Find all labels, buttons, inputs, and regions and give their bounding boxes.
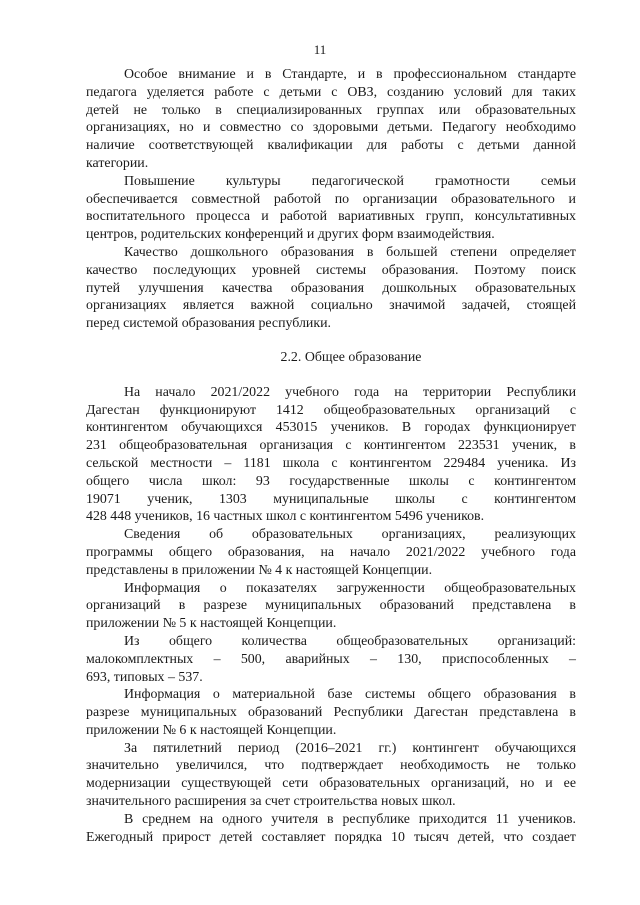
paragraph-line: разрезе муниципальных образований Республики Дагестан представлена в [86,705,576,721]
intro-paragraphs [86,66,576,333]
paragraph-line: малокомплектных – 500, аварийных – 130, приспособленных – [86,651,576,667]
paragraph-line: общего числа школ: 93 государственные школы с контингентом [86,473,576,489]
paragraph-line: 693, типовых – 537. [86,669,203,685]
paragraph-line: Из общего количества общеобразовательных организаций: [124,633,576,649]
paragraph-line: Особое внимание и в Стандарте, и в профессиональном стандарте [124,67,576,82]
paragraph-line: обеспечивается совместной работой по организации образовательного и [86,191,576,207]
paragraph-line: Информация о показателях загруженности общеобразовательных [124,580,576,596]
paragraph-line: наличие соответствующей квалификации для работы с детьми данной [86,138,576,154]
document-body [86,66,576,846]
paragraph [86,740,576,811]
paragraph-line: качество последующих уровней системы образования. Поэтому поиск [86,262,576,278]
paragraph-line: путей улучшения качества образования дошкольных образовательных [86,280,576,296]
paragraph-line: Сведения об образовательных организациях, реализующих [124,527,576,543]
paragraph [86,633,576,686]
paragraph [86,580,576,633]
paragraph-line: 428 448 учеников, 16 частных школ с контингентом 5496 учеников. [86,509,485,525]
paragraph-line: перед системой образования республики. [86,316,332,332]
paragraph-line: представлены в приложении № 4 к настоящей Концепции. [86,562,433,578]
paragraph-line: Качество дошкольного образования в большей степени определяет [124,244,576,260]
paragraph-line: значительного расширения за счет строительства новых школ. [86,794,456,810]
paragraph-line: организаций в разрезе муниципальных образований представлена в [86,598,576,614]
section-heading-text: 2.2. Общее образование [280,349,422,365]
paragraph [86,66,576,173]
paragraph-line: педагога уделяется работе с детьми с ОВЗ, созданию условий для таких [86,84,576,100]
paragraph [86,686,576,739]
paragraph-line: контингентом обучающихся 453015 учеников. В городах функционирует [86,420,576,436]
paragraph-line: значительно увеличился, что подтверждает необходимость не только [86,758,576,774]
paragraph-line: За пятилетний период (2016–2021 гг.) контингент обучающихся [124,740,576,756]
paragraph-line: воспитательного процесса и работой вариативных групп, консультативных [86,209,576,225]
page-number: 11 [313,42,327,57]
paragraph-line: программы общего образования, на начало 2021/2022 учебного года [86,544,576,560]
paragraph-line: приложении № 5 к настоящей Концепции. [86,616,337,632]
paragraph-line: приложении № 6 к настоящей Концепции. [86,722,337,738]
paragraph-line: 231 общеобразовательная организация с контингентом 223531 ученик, в [86,438,576,454]
section-heading [86,349,576,367]
paragraph-line: детей не только в специализированных группах или образовательных [86,102,576,118]
paragraph-line: центров, родительских конференций и других форм взаимодействия. [86,227,495,243]
paragraph [86,384,576,526]
paragraph-line: Дагестан функционируют 1412 общеобразовательных организаций с [86,402,576,418]
general-education-paragraphs [86,384,576,847]
paragraph-line: организациях является важной социально значимой задачей, стоящей [86,298,576,314]
paragraph-line: 19071 ученик, 1303 муниципальные школы с контингентом [86,491,576,507]
paragraph-line: сельской местности – 1181 школа с контингентом 229484 ученика. Из [86,455,576,471]
paragraph-line: На начало 2021/2022 учебного года на территории Республики [124,384,576,400]
paragraph-line: В среднем на одного учителя в республике приходится 11 учеников. [124,811,576,827]
paragraph [86,526,576,579]
paragraph [86,244,576,333]
paragraph-line: Ежегодный прирост детей составляет порядка 10 тысяч детей, что создает [86,829,576,845]
paragraph-line: Повышение культуры педагогической грамотности семьи [124,173,576,189]
paragraph-line: организациях, но и совместно со здоровыми детьми. Педагогу необходимо [86,120,576,136]
paragraph-line: модернизации существующей сети образовательных организаций, но и ее [86,776,576,792]
paragraph [86,173,576,244]
paragraph-line: Информация о материальной базе системы общего образования в [124,687,576,703]
paragraph-line: категории. [86,155,149,171]
paragraph [86,811,576,847]
